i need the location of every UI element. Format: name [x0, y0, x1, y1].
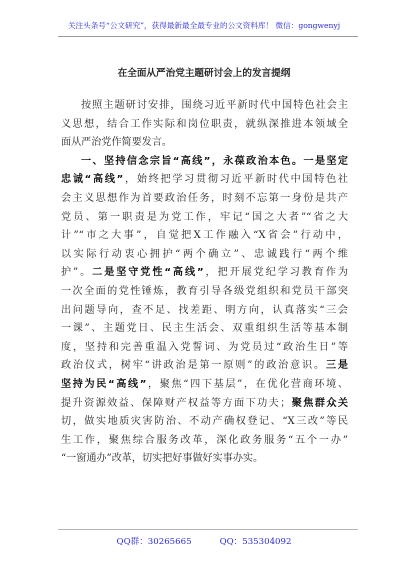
body-line: 度，坚持和完善重温入党誓词、为党员过“政治生日”等 [61, 341, 348, 353]
footer-qq: QQ：535304092 [219, 537, 292, 547]
body-line: 以实际行动衷心拥护“两个确立”、忠诚践行“两个维 [61, 248, 348, 260]
body-line: 一课”、主题党日、民主生活会、双重组织生活等基本制 [61, 323, 348, 335]
body-line: 提升资源效益、保障财产权益等方面下功夫；聚焦群众关 [61, 397, 348, 409]
body-line: 计”“市之大事”，自觉把X工作融入“X省会”行动中， [61, 230, 348, 242]
header-divider [58, 36, 358, 37]
document-body [61, 97, 348, 469]
body-line: 政治仪式，树牢“讲政治是第一原则”的政治意识。三是 [61, 360, 348, 372]
body-line: “一窗通办”改革，切实把好事做好实事办实。 [61, 453, 264, 465]
body-line: 按照主题研讨安排，围绕习近平新时代中国特色社会主 [81, 100, 348, 111]
body-line: 生工作，聚焦综合服务改革，深化政务服务“五个一办” [61, 434, 348, 446]
body-line: 出问题导向，查不足、找差距、明方向，认真落实“三会 [61, 304, 348, 316]
subheading: 聚焦群众关 [290, 397, 348, 409]
body-line: 会主义思想作为首要政治任务，时刻不忘第一身份是共产 [61, 192, 348, 204]
body-line [61, 153, 348, 172]
footer-contact [0, 535, 408, 547]
subheading: 坚持为民“高线” [61, 378, 147, 390]
subheading: 二是坚守党性“高线” [92, 267, 204, 279]
body-line: 忠诚“高线”，始终把学习贯彻习近平新时代中国特色社 [61, 174, 348, 186]
body-line: 一次全面的党性锤炼，教育引导各级党组织和党员干部突 [61, 285, 348, 297]
footer-qq-group: QQ群：30265665 [116, 537, 192, 547]
body-line: 切，做实地质灾害防治、不动产确权登记、“X三改”等民 [61, 416, 348, 428]
header-banner: 关注头条号“公文研究”，获得最新最全最专业的公文资料库！ 微信：gongwenyj [67, 21, 341, 30]
body-line: 面从严治党作简要发言。 [61, 137, 173, 149]
document-title: 在全面从严治党主题研讨会上的发言提纲 [117, 68, 291, 79]
body-line: 义思想，结合工作实际和岗位职责，就纵深推进本领域全 [61, 118, 348, 130]
body-line: 党员、第一职责是为党工作，牢记“国之大者”“省之大 [61, 211, 348, 223]
footer-divider [58, 529, 358, 530]
subheading: 忠诚“高线” [61, 174, 124, 186]
body-line: 护”。二是坚守党性“高线”，把开展党纪学习教育作为 [61, 267, 348, 279]
body-line: 坚持为民“高线”，聚焦“四下基层”，在优化营商环境、 [61, 378, 348, 390]
section-heading: 一、坚持信念宗旨“高线”，永葆政治本色。一是坚定 [81, 155, 348, 167]
subheading: 三是 [325, 360, 348, 372]
